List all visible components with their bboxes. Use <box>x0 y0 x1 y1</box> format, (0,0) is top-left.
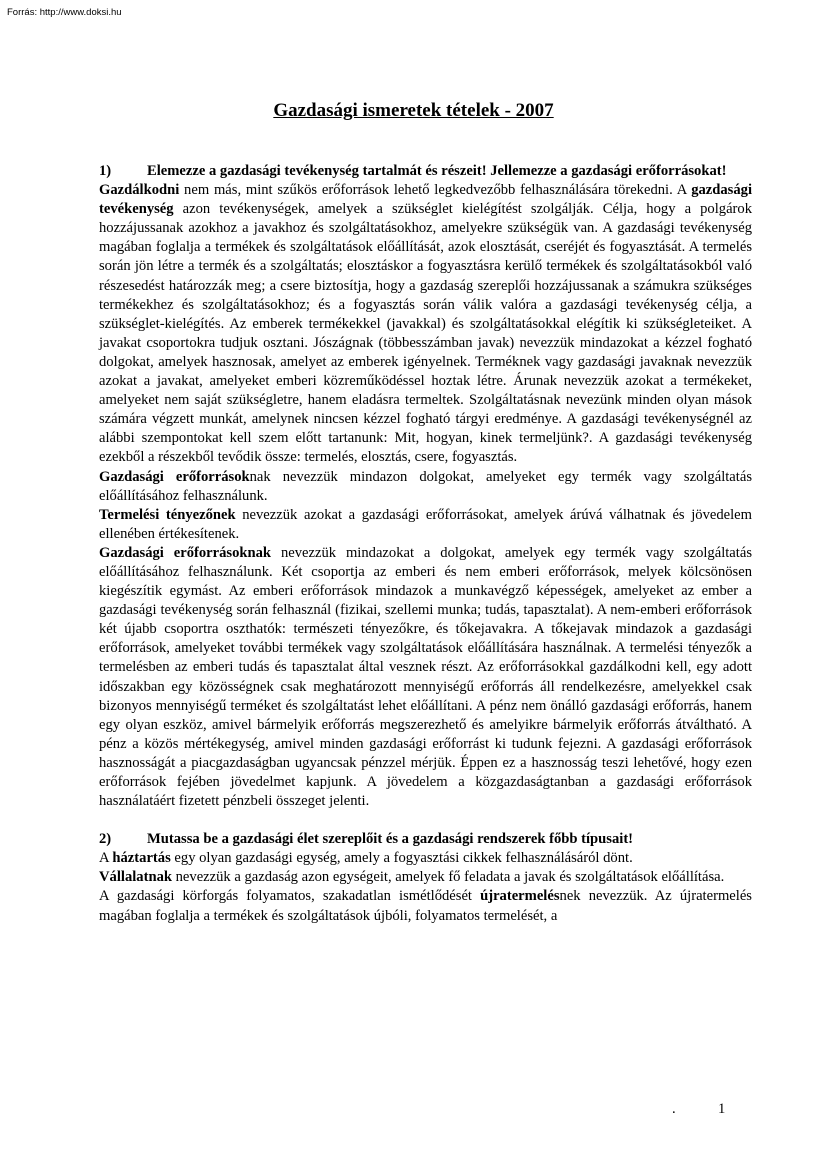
question-number: 2) <box>99 831 112 848</box>
question-number: 1) <box>99 163 112 179</box>
paragraph-text: A gazdasági körforgás folyamatos, szakadatlan ismétlődését <box>99 888 481 905</box>
term-bold: Gazdálkodni <box>99 182 180 199</box>
term-bold: újratermelés <box>480 888 560 905</box>
document-body <box>99 162 752 926</box>
term-bold: Gazdasági erőforrások <box>99 468 250 485</box>
paragraph-text: A <box>99 850 113 867</box>
term-bold: gazdasági tevékenység <box>99 182 752 218</box>
paragraph-text: nek nevezzük. Az újratermelés magában foglalja a termékek és szolgáltatások újbóli, folyamatos termelését, a <box>99 888 752 924</box>
paragraph-text: azon tevékenységek, amelyek a szükséglet kielégítést szolgálják. Célja, hogy a polgárok hozzájussanak azokhoz a javakhoz és szolgáltatásokhoz, amelyekre szükségük van. A gazdasági tevékenység magában foglalja a termékek és szolgáltatások előállítását, azok elosztását, cseréjét és fogyasztását. A termelés során jön létre a termék és a szolgáltatás; elosztáskor a fogyasztásra kerülő termékek és szolgáltatásokból való részesedést határozzák meg; a csere biztosítja, hogy a gazdaság szereplői hozzájussanak a számukra szükséges termékekhez és szolgáltatásokhoz; és a fogyasztás során válik valóra a gazdasági tevékenység célja, a szükséglet-kielégítés. Az emberek termékekkel (javakkal) és szolgáltatásokkal elégítik ki szükségleteiket. A javakat csoportokra tudjuk osztani. Jószágnak (többesszámban javak) nevezzük mindazokat a kézzel fogható dolgokat, amelyek hasznosak, amelyet az emberek igényelnek. Terméknek vagy gazdasági javaknak nevezzük azokat a javakat, amelyeket emberi közreműködéssel hoztak létre. Árunak nevezzük azokat a termékeket, amelyeket nem saját szükségletre, hanem eladásra termeltek. Szolgáltatásnak nevezünk minden olyan mások számára végzett munkát, amelynek nincsen kézzel fogható tárgyi eredménye. A gazdasági tevékenységnél az alábbi szempontokat kell szem előtt tartanunk: Mit, hogyan, kinek termeljünk?. A gazdasági tevékenység ezekből a részekből tevődik össze: termelés, elosztás, csere, fogyasztás. <box>99 201 752 466</box>
paragraph-haztartas <box>99 849 752 868</box>
question-1 <box>99 162 752 181</box>
source-url: Forrás: http://www.doksi.hu <box>7 7 122 18</box>
paragraph-vallalat <box>99 868 752 887</box>
question-text: Mutassa be a gazdasági élet szereplőit és a gazdasági rendszerek főbb típusait! <box>147 831 634 848</box>
footer-dot: . <box>672 1101 676 1117</box>
term-bold: Vállalatnak <box>99 869 172 886</box>
question-2 <box>99 830 752 849</box>
question-text: Elemezze a gazdasági tevékenység tartalmát és részeit! Jellemezze a gazdasági erőforrásokat! <box>147 163 727 179</box>
paragraph-eroforrasok <box>99 468 752 506</box>
term-bold: háztartás <box>112 850 171 867</box>
page-title: Gazdasági ismeretek tételek - 2007 <box>273 100 554 121</box>
paragraph-text: nevezzük mindazokat a dolgokat, amelyek egy termék vagy szolgáltatás előállításához felhasználunk. Két csoportja az emberi és nem emberi erőforrások, melyek kölcsönösen kiegészítik egymást. Az emberi erőforrások mindazok a munkavégző képességek, amelyeket az ember a gazdasági tevékenység során felhasznál (fizikai, szellemi munka; tudás, tapasztalat). A nem-emberi erőforrások két újabb csoportra oszthatók: természeti tényezőkre, és tőkejavakra. A tőkejavak mindazok a gazdasági erőforrások, amelyeket további termékek vagy szolgáltatások előállítására használnak. A termelési tényezők a termelésben az emberi tudás és tapasztalat által vesznek részt. Az erőforrásokkal gazdálkodni kell, egy adott időszakban egy közösségnek csak meghatározott mennyiségű erőforrás áll rendelkezésre, amelyekkel csak bizonyos mennyiségű terméket és szolgáltatást lehet előállítani. A pénz nem önálló gazdasági erőforrás, hanem egy olyan eszköz, amivel bármelyik erőforrás megszerezhető és amelyikre bármelyik erőforrás átváltható. A pénz a közös mértékegység, amivel minden gazdasági erőforrást ki tudunk fejezni. A gazdasági erőforrások hasznosságát a piacgazdaságban ugyancsak pénzzel mérjük. Éppen ez a hasznosság teszi lehetővé, hogy ezen erőforrások fejében jövedelmet kapjunk. A jövedelem a közgazdaságtanban a gazdasági erőforrások használatáért fizetett pénzbeli összeget jelenti. <box>99 544 752 810</box>
paragraph-eroforrasoknak <box>99 544 752 811</box>
paragraph-gazdalkodni <box>99 181 752 467</box>
paragraph-termelesi-tenyezok <box>99 506 752 544</box>
paragraph-text: nevezzük azokat a gazdasági erőforrásokat, amelyek árúvá válhatnak és jövedelem ellenében értékesítenek. <box>99 506 753 542</box>
page-footer <box>672 1101 725 1118</box>
paragraph-text: nak nevezzük mindazon dolgokat, amelyeket egy termék vagy szolgáltatás előállításához felhasználunk. <box>99 468 752 504</box>
paragraph-text: egy olyan gazdasági egység, amely a fogyasztási cikkek felhasználásáról dönt. <box>170 850 633 867</box>
term-bold: Termelési tényezőnek <box>99 506 236 523</box>
paragraph-text: nevezzük a gazdaság azon egységeit, amelyek fő feladata a javak és szolgáltatások előállítása. <box>171 869 725 886</box>
term-bold: Gazdasági erőforrásoknak <box>99 544 272 561</box>
paragraph-text: nem más, mint szűkös erőforrások lehető legkedvezőbb felhasználására törekedni. A <box>179 182 692 199</box>
page-number: 1 <box>718 1101 726 1117</box>
paragraph-ujratermeles <box>99 887 752 925</box>
spacer <box>99 811 752 830</box>
